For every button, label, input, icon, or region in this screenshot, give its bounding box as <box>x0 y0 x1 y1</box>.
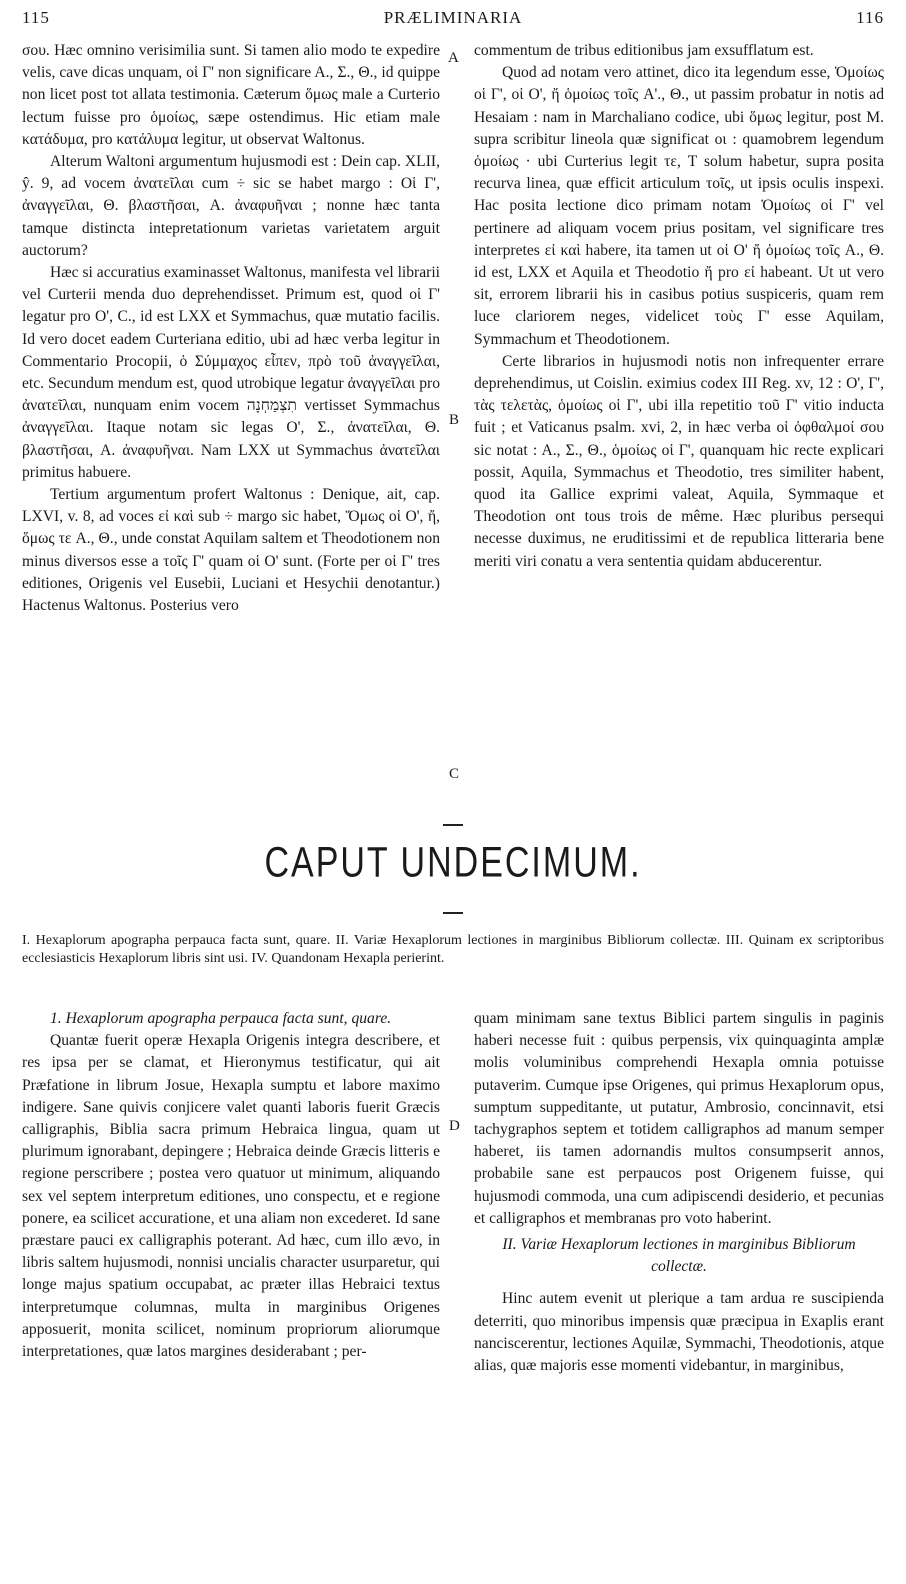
chapter-summary: I. Hexaplorum apographa perpauca facta sunt, quare. II. Variæ Hexaplorum lectiones in marginibus Bibliorum collectæ. III. Quinam ex scriptoribus ecclesiasticis Hexaplorum libris sint usi. IV. Quandonam Hexapla perierint. <box>22 933 884 966</box>
page-number-left: 115 <box>22 8 50 27</box>
margin-letter-b: B <box>449 412 460 428</box>
page-number-right: 116 <box>856 8 884 27</box>
chapter-title: CAPUT UNDECIMUM. <box>264 839 642 887</box>
paragraph: commentum de tribus editionibus jam exsufflatum est. <box>474 42 814 59</box>
paragraph: Alterum Waltoni argumentum hujusmodi est : Dein cap. XLII, ŷ. 9, ad vocem ἀνατεῖλαι cum ÷ sic se habet margo : Οἱ Γ', ἀναγγεῖλαι, Θ. βλαστῆσαι, A. ἀναφυῆναι ; nonne hæc tanta tamque distincta intepretationum varietas varietatem arguit auctorum? <box>22 153 440 259</box>
paragraph: Tertium argumentum profert Waltonus : Denique, ait, cap. LXVI, v. 8, ad voces εἰ καὶ sub ÷ margo sic habet, Ὅμως οἱ O', ἤ, ὅμως τε A., Θ., unde constat Aquilam saltem et Theodotionem non minus diversos esse a τοῖς Γ' quam οἱ O' sunt. (Forte per οἱ Γ' tres editiones, Origenis vel Eusebii, Luciani et Hesychii denotantur.) Hactenus Waltonus. Posterius vero <box>22 486 440 615</box>
right-column-lower <box>474 1008 884 1377</box>
divider <box>443 912 463 914</box>
paragraph: Hæc si accuratius examinasset Waltonus, manifesta vel librarii vel Curterii menda duo deprehendisset. Primum est, quod οἱ Γ' legatur pro O', C., id est LXX et Symmachus, quæ mutatio facilis. Id vero docet eadem Curteriana editio, ubi ad hæc verba legitur in Commentario Procopii, ὁ Σύμμαχος εἶπεν, πρὸ τοῦ ἀναγγεῖλαι, etc. Secundum mendum est, quod utrobique legatur ἀναγγεῖλαι pro ἀνατεῖλαι, nunquam enim vocem תִצְמַחְנָה vertisset Symmachus ἀναγγεῖλαι. Itaque notam sic legas O', Σ., ἀνατεῖλαι, Θ. βλαστῆσαι, A. ἀναφυῆναι. Nam LXX ut Symmachus ἀνατεῖλαι primitus habuere. <box>22 264 440 481</box>
margin-letter-c: C <box>449 766 460 782</box>
running-header <box>22 8 884 34</box>
divider <box>443 824 463 826</box>
section-heading: 1. Hexaplorum apographa perpauca facta sunt, quare. <box>50 1010 392 1027</box>
paragraph: Quantæ fuerit operæ Hexapla Origenis integra describere, et res ipsa per se clamat, et Hieronymus testificatur, qui ait Præfatione in librum Josue, Hexapla sumptu et labore maximo indigere. Sane quivis conjicere valet quanti laboris fuerit Græcis calligraphis, Biblia sacra primum Hebraica lingua, quam ut plurimum ignorabant, depingere ; Hebraica deinde Græcis litteris e regione perscribere ; postea vero quatuor ut minimum, aliquando sex vel septem interpretum editiones, uno conspectu, et e regione ponere, ea scilicet accuratione, et una aliam non excederet. Id sane præstare pauci ex calligraphis poterant. Ad hæc, cum illo ævo, in libris saltem hujusmodi, nonnisi uncialis character usurparetur, qui longe majus spatium occupabat, ac præter illas Hebraici textus interpretumque columnas, multa in marginibus Origenes apposuerit, monita scilicet, nominum propriorum aliorumque interpretationes, quæ latos margines desiderabant ; per- <box>22 1032 440 1361</box>
running-title: PRÆLIMINARIA <box>383 8 523 27</box>
paragraph: Quod ad notam vero attinet, dico ita legendum esse, Ὁμοίως οἱ Γ', οἱ O', ἤ ὁμοίως τοῖς A'., Θ., ut passim probatur in notis ad Hesaiam : nam in Marchaliano codice, ubi ὅμως legitur, post M. supra scribitur lineola quæ significat οι : quamobrem legendum ὁμοίως · ubi Curterius legit τε, T solum habetur, supra posita recurva linea, quæ efficit articulum τοῖς, ut ipsis oculis inspexi. Hac posita lectione dico primam notam Ὁμοίως οἱ Γ' vel pertinere ad aliquam vocem prius positam, vel significare tres interpretes εἰ καὶ habere, ita tamen ut οἱ O' ἤ ὁμοίως τοῖς A., Θ. id est, LXX et Aquila et Theodotio ἤ pro εἰ habeant. Ut ut vero sit, errorem librarii his in casibus potius suspiceris, quam rem luce clariorem neges, videlicet τοὺς Γ' esse Aquilam, Symmachum et Theodotionem. <box>474 64 884 348</box>
left-column <box>22 40 440 617</box>
paragraph: Hinc autem evenit ut plerique a tam ardua re suscipienda deterriti, quo minoribus impensis quæ præcipua in Exaplis erant nanciscerentur, lectiones Aquilæ, Symmachi, Theodotionis, atque alias, quæ majoris esse momenti videbantur, in marginibus, <box>474 1290 884 1375</box>
paragraph: Certe librarios in hujusmodi notis non infrequenter errare deprehendimus, ut Coislin. eximius codex III Reg. xv, 12 : O', Γ', τὰς τελετὰς, ὁμοίως οἱ Γ', ubi illa repetitio τοῦ Γ' vitio inducta fuit ; et Vaticanus psalm. xvi, 2, in hæc verba οἱ ὀφθαλμοί σου sic notat : A., Σ., Θ., ὁμοίως οἱ Γ', quanquam hic recte explicari possit, Aquila, Symmachus et Theodotio, tres similiter habent, quod ita Gallice exprimi valeat, Aquila, Symmaque et Theodotion ont tous trois de même. Hæc pluribus persequi necesse duximus, ne eruditissimi et de republica litteraria bene meriti viri conatu a vera sententia quidam abducerentur. <box>474 352 884 570</box>
margin-letter-a: A <box>448 50 459 66</box>
paragraph: quam minimam sane textus Biblici partem singulis in paginis haberi necesse fuit : quibus perpensis, vix quinquaginta amplæ molis voluminibus comprehendi Hexapla omnia potuisse putaverim. Cumque ipse Origenes, qui primus Hexaplorum opus, sumptum suppeditante, ut putatur, Ambrosio, concinnavit, etsi tachygraphos septem et totidem calligraphos ad manum semper haberet, iis tamen adornandis multos consumpserit annos, probabile sane est perpaucos post Origenem fuisse, qui hujusmodi commoda, una cum adipiscendi desiderio, et pecunias et calligraphos et membranas pro voto haberint. <box>474 1010 884 1227</box>
margin-letter-d: D <box>449 1118 460 1134</box>
left-column-lower <box>22 1008 440 1363</box>
paragraph: σου. Hæc omnino verisimilia sunt. Si tamen alio modo te expedire velis, cave dicas unquam, οἱ Γ' non significare A., Σ., Θ., id quippe non licet post tot allata testimonia. Cæterum ὅμως male a Curterio lectum fuisse pro ὁμοίως, sæpe ostendimus. Hic etiam male κατάδυμα, pro κατάλυμα legitur, ut observat Waltonus. <box>22 42 440 148</box>
section-heading: II. Variæ Hexaplorum lectiones in marginibus Bibliorum collectæ. <box>502 1236 856 1276</box>
right-column <box>474 40 884 573</box>
